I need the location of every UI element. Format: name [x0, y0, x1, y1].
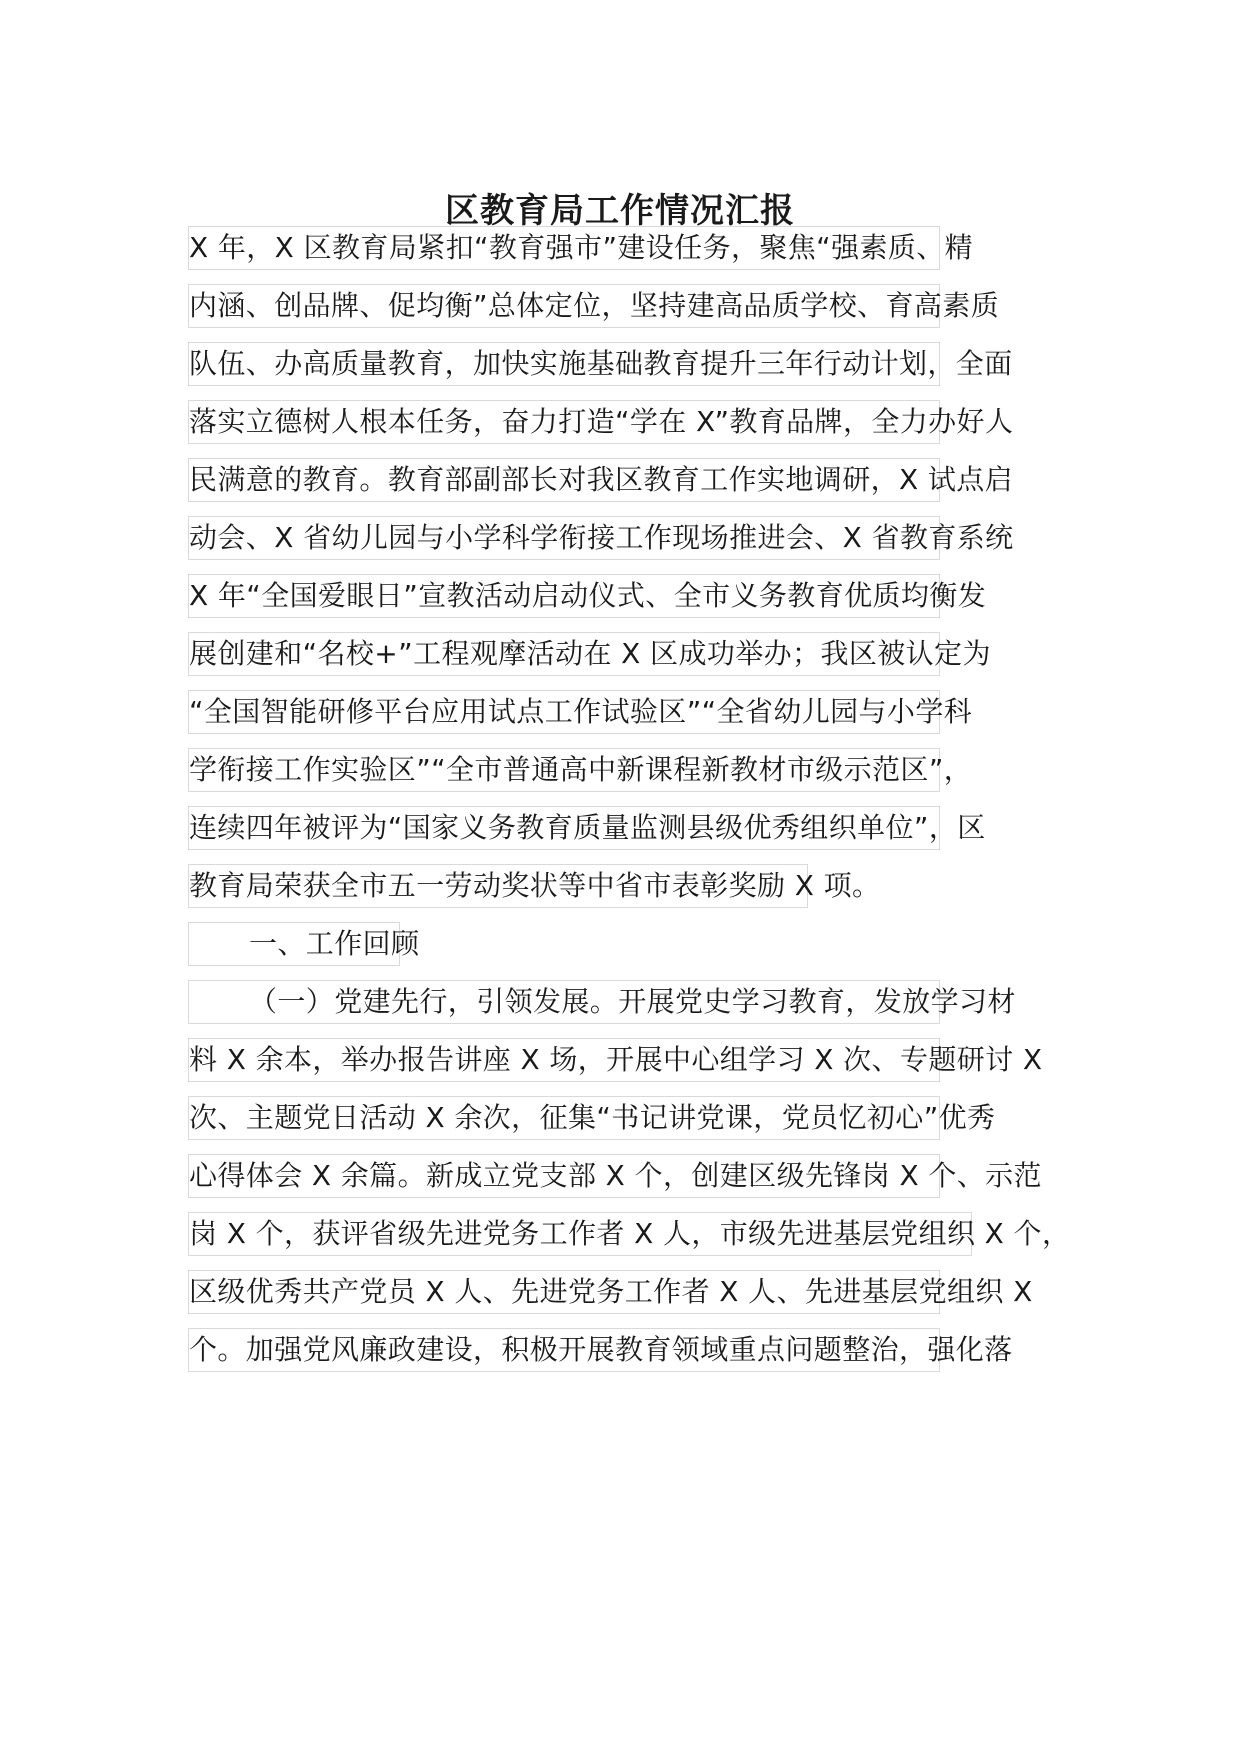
document-title: 区教育局工作情况汇报: [445, 191, 795, 231]
body-line: X 年，X 区教育局紧扣“教育强市”建设任务，聚焦“强素质、精: [188, 226, 940, 270]
body-line: 内涵、创品牌、促均衡”总体定位，坚持建高品质学校、育高素质: [188, 284, 940, 328]
body-line: 心得体会 X 余篇。新成立党支部 X 个，创建区级先锋岗 X 个、示范: [188, 1154, 940, 1198]
body-line: 次、主题党日活动 X 余次，征集“书记讲党课，党员忆初心”优秀: [188, 1096, 940, 1140]
body-line: 教育局荣获全市五一劳动奖状等中省市表彰奖励 X 项。: [188, 864, 808, 908]
body-line: 料 X 余本，举办报告讲座 X 场，开展中心组学习 X 次、专题研讨 X: [188, 1038, 940, 1082]
body-line: 动会、X 省幼儿园与小学科学衔接工作现场推进会、X 省教育系统: [188, 516, 940, 560]
body-line: 区级优秀共产党员 X 人、先进党务工作者 X 人、先进基层党组织 X: [188, 1270, 940, 1314]
body-line: “全国智能研修平台应用试点工作试验区”“全省幼儿园与小学科: [188, 690, 940, 734]
body-line: 个。加强党风廉政建设，积极开展教育领域重点问题整治，强化落: [188, 1328, 940, 1372]
section-heading: 一、工作回顾: [188, 922, 400, 966]
body-line: 学衔接工作实验区”“全市普通高中新课程新教材市级示范区”，: [188, 748, 940, 792]
body-line: （一）党建先行，引领发展。开展党史学习教育，发放学习材: [188, 980, 940, 1024]
body-line: 队伍、办高质量教育，加快实施基础教育提升三年行动计划，全面: [188, 342, 940, 386]
body-line: 展创建和“名校+”工程观摩活动在 X 区成功举办；我区被认定为: [188, 632, 940, 676]
body-line: 岗 X 个，获评省级先进党务工作者 X 人，市级先进基层党组织 X 个，: [188, 1212, 972, 1256]
body-line: 民满意的教育。教育部副部长对我区教育工作实地调研，X 试点启: [188, 458, 940, 502]
body-line: X 年“全国爱眼日”宣教活动启动仪式、全市义务教育优质均衡发: [188, 574, 940, 618]
body-line: 连续四年被评为“国家义务教育质量监测县级优秀组织单位”，区: [188, 806, 940, 850]
body-line: 落实立德树人根本任务，奋力打造“学在 X”教育品牌，全力办好人: [188, 400, 940, 444]
